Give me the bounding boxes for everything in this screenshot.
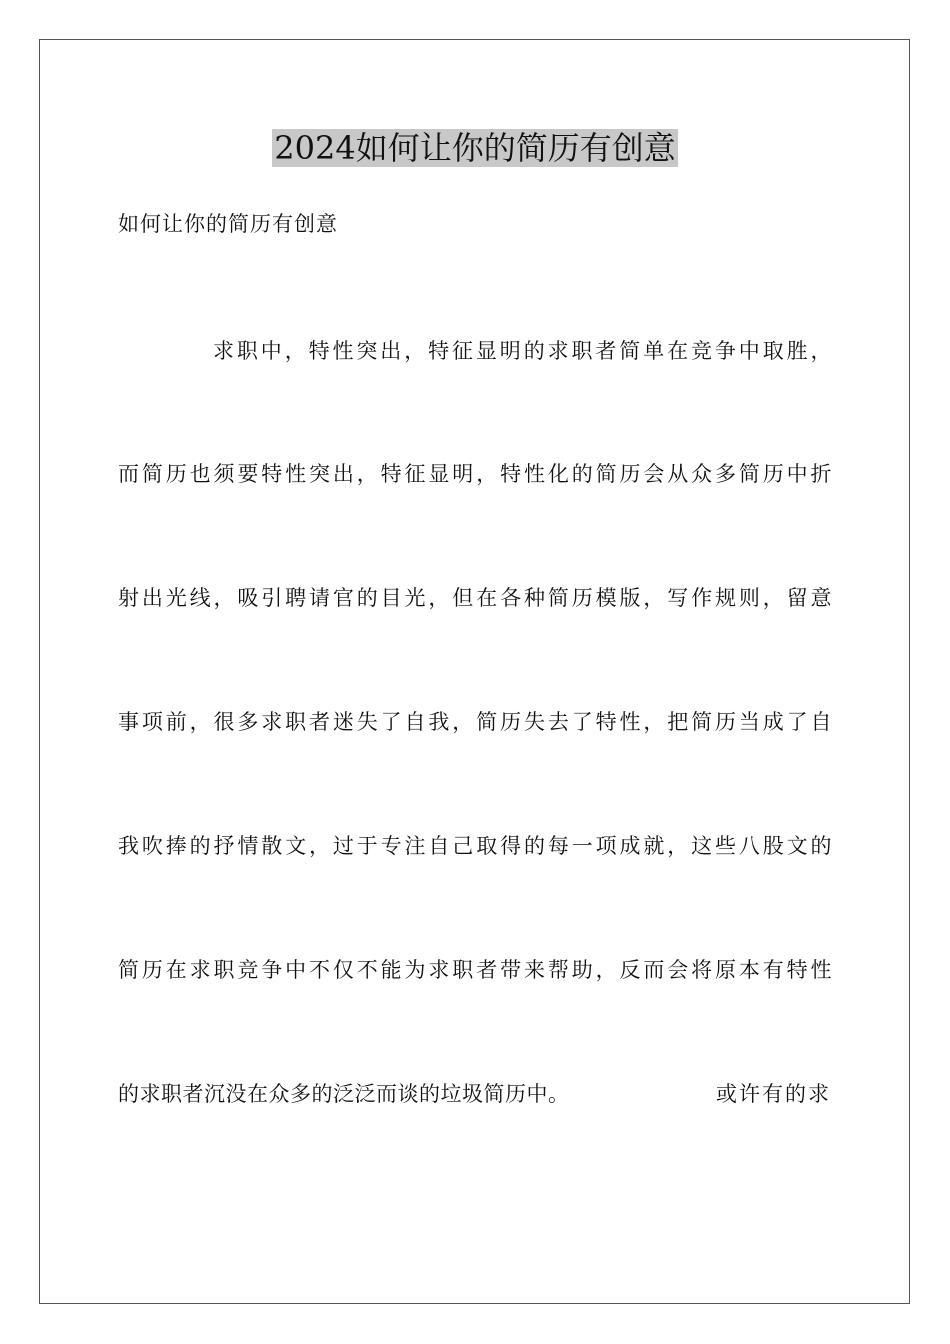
- paragraph-line-2: 而简历也须要特性突出，特征显明，特性化的简历会从众多简历中折: [118, 462, 832, 486]
- document-title: [0, 126, 950, 170]
- title-highlight: 2024如何让你的简历有创意: [274, 129, 676, 167]
- paragraph-line-4: 事项前，很多求职者迷失了自我，简历失去了特性，把简历当成了自: [118, 710, 832, 734]
- paragraph-line-3: 射出光线，吸引聘请官的目光，但在各种简历模版，写作规则，留意: [118, 586, 832, 610]
- paragraph-line-6: 简历在求职竞争中不仅不能为求职者带来帮助，反而会将原本有特性: [118, 958, 832, 982]
- paragraph-line-1: 求职中，特性突出，特征显明的求职者简单在竞争中取胜，: [213, 339, 832, 363]
- paragraph-line-5: 我吹捧的抒情散文，过于专注自己取得的每一项成就，这些八股文的: [118, 834, 832, 858]
- document-subtitle: 如何让你的简历有创意: [118, 212, 338, 236]
- paragraph-line-7: 的求职者沉没在众多的泛泛而谈的垃圾简历中。: [118, 1082, 570, 1106]
- paragraph-next-start: 或许有的求: [716, 1082, 831, 1106]
